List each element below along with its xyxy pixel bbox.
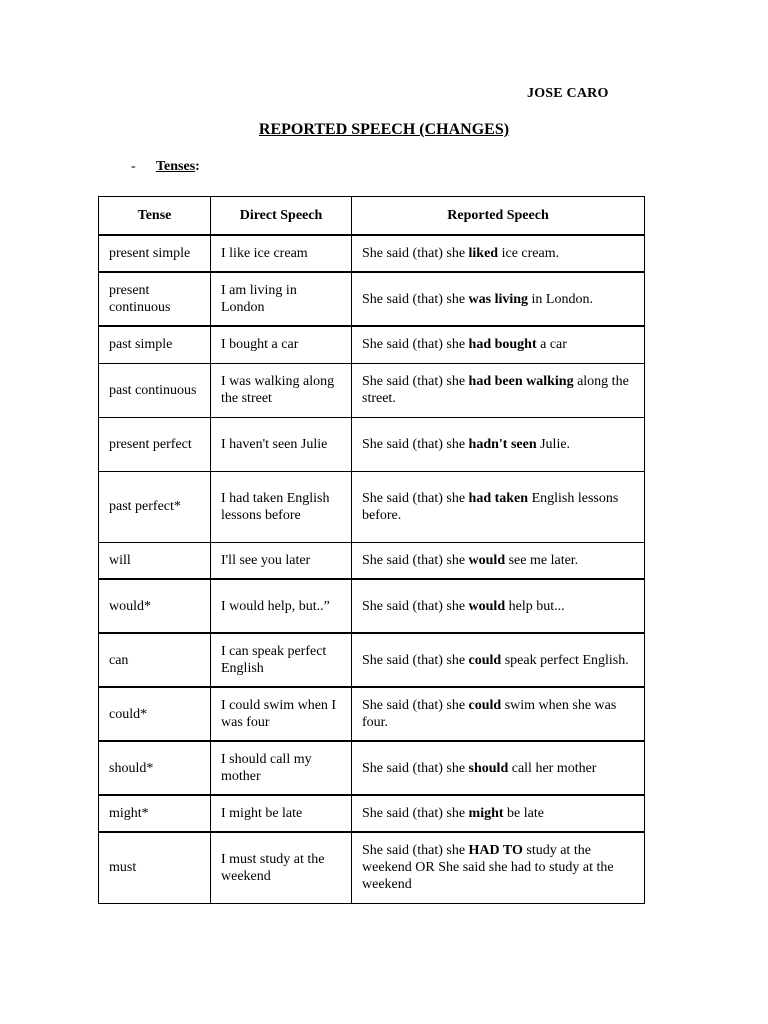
direct-speech-cell: I'll see you later xyxy=(211,542,352,579)
direct-speech-cell: I must study at the weekend xyxy=(211,832,352,903)
section-label: Tenses xyxy=(156,159,196,174)
table-row xyxy=(99,832,645,903)
reported-text: She said (that) she xyxy=(362,843,469,859)
reported-text: study at the weekend OR She said she had to study at the weekend xyxy=(362,843,614,893)
list-dash: - xyxy=(131,159,136,174)
changed-verb: liked xyxy=(468,246,499,261)
reported-text: speak perfect English. xyxy=(501,652,629,668)
reported-speech-cell xyxy=(352,326,645,363)
tense-cell: could* xyxy=(99,687,211,741)
reported-text: She said (that) she xyxy=(362,246,469,261)
reported-text: She said (that) she xyxy=(362,490,469,506)
column-header-reported-speech: Reported Speech xyxy=(352,197,645,236)
direct-speech-cell: I can speak perfect English xyxy=(211,633,352,687)
tense-cell: past perfect* xyxy=(99,471,211,542)
direct-speech-cell: I like ice cream xyxy=(211,235,352,272)
tense-cell: past simple xyxy=(99,326,211,363)
table-row xyxy=(99,579,645,633)
direct-speech-cell: I haven't seen Julie xyxy=(211,417,352,471)
table-row xyxy=(99,741,645,795)
section-heading xyxy=(131,159,200,175)
column-header-direct-speech: Direct Speech xyxy=(211,197,352,236)
reported-text: She said (that) she xyxy=(362,291,469,307)
reported-speech-cell xyxy=(352,471,645,542)
changed-verb: might xyxy=(468,806,504,821)
reported-speech-cell xyxy=(352,363,645,417)
reported-speech-cell xyxy=(352,235,645,272)
table-header-row xyxy=(99,197,645,236)
changed-verb: would xyxy=(468,598,506,614)
table-row xyxy=(99,417,645,471)
reported-text: Julie. xyxy=(536,436,571,452)
reported-text: see me later. xyxy=(505,552,579,568)
direct-speech-cell: I bought a car xyxy=(211,326,352,363)
reported-speech-cell xyxy=(352,272,645,326)
page-title: REPORTED SPEECH (CHANGES) xyxy=(258,121,510,138)
reported-text: swim when she was four. xyxy=(362,698,617,730)
table-row xyxy=(99,363,645,417)
changed-verb: could xyxy=(468,698,502,713)
changed-verb: would xyxy=(468,552,506,568)
table-row xyxy=(99,687,645,741)
reported-text: be late xyxy=(503,806,544,821)
direct-speech-cell: I could swim when I was four xyxy=(211,687,352,741)
tense-cell: present perfect xyxy=(99,417,211,471)
direct-speech-cell: I had taken English lessons before xyxy=(211,471,352,542)
reported-text: in London. xyxy=(528,291,593,307)
direct-speech-cell: I am living in London xyxy=(211,272,352,326)
reported-text: help but... xyxy=(505,598,565,614)
reported-text: call her mother xyxy=(508,760,597,776)
reported-text: ice cream. xyxy=(498,246,560,261)
tense-cell: present continuous xyxy=(99,272,211,326)
table-body xyxy=(99,235,645,903)
table-row xyxy=(99,235,645,272)
table-row xyxy=(99,542,645,579)
changed-verb: HAD TO xyxy=(468,843,523,859)
reported-speech-cell xyxy=(352,579,645,633)
reported-text: She said (that) she xyxy=(362,436,469,452)
direct-speech-cell: I would help, but..” xyxy=(211,579,352,633)
reported-text: She said (that) she xyxy=(362,806,469,821)
reported-text: She said (that) she xyxy=(362,698,469,713)
reported-speech-cell xyxy=(352,832,645,903)
reported-text: English lessons before. xyxy=(362,490,619,523)
changed-verb: hadn't seen xyxy=(468,436,537,452)
changed-verb: had been walking xyxy=(468,374,574,389)
changed-verb: had bought xyxy=(468,337,537,353)
reported-speech-cell xyxy=(352,542,645,579)
changed-verb: had taken xyxy=(468,490,529,506)
direct-speech-cell: I might be late xyxy=(211,795,352,832)
table-row xyxy=(99,633,645,687)
tense-cell: can xyxy=(99,633,211,687)
table-row xyxy=(99,326,645,363)
author-name: JOSE CARO xyxy=(527,86,609,101)
direct-speech-cell: I was walking along the street xyxy=(211,363,352,417)
reported-speech-cell xyxy=(352,633,645,687)
tense-cell: past continuous xyxy=(99,363,211,417)
reported-speech-cell xyxy=(352,417,645,471)
reported-speech-cell xyxy=(352,795,645,832)
column-header-tense: Tense xyxy=(99,197,211,236)
tenses-table xyxy=(98,196,645,904)
reported-text: She said (that) she xyxy=(362,374,469,389)
reported-speech-cell xyxy=(352,741,645,795)
reported-text: She said (that) she xyxy=(362,652,469,668)
changed-verb: should xyxy=(468,760,509,776)
changed-verb: was living xyxy=(468,291,529,307)
section-colon: : xyxy=(195,159,200,174)
reported-text: She said (that) she xyxy=(362,552,469,568)
direct-speech-cell: I should call my mother xyxy=(211,741,352,795)
tense-cell: might* xyxy=(99,795,211,832)
tense-cell: would* xyxy=(99,579,211,633)
table-row xyxy=(99,272,645,326)
tense-cell: present simple xyxy=(99,235,211,272)
table-row xyxy=(99,795,645,832)
tense-cell: should* xyxy=(99,741,211,795)
reported-text: She said (that) she xyxy=(362,598,469,614)
tense-cell: must xyxy=(99,832,211,903)
table-row xyxy=(99,471,645,542)
tense-cell: will xyxy=(99,542,211,579)
reported-speech-cell xyxy=(352,687,645,741)
reported-text: She said (that) she xyxy=(362,760,469,776)
reported-text: a car xyxy=(536,337,567,353)
reported-text: She said (that) she xyxy=(362,337,469,353)
changed-verb: could xyxy=(468,652,502,668)
reported-text: along the street. xyxy=(362,374,629,406)
